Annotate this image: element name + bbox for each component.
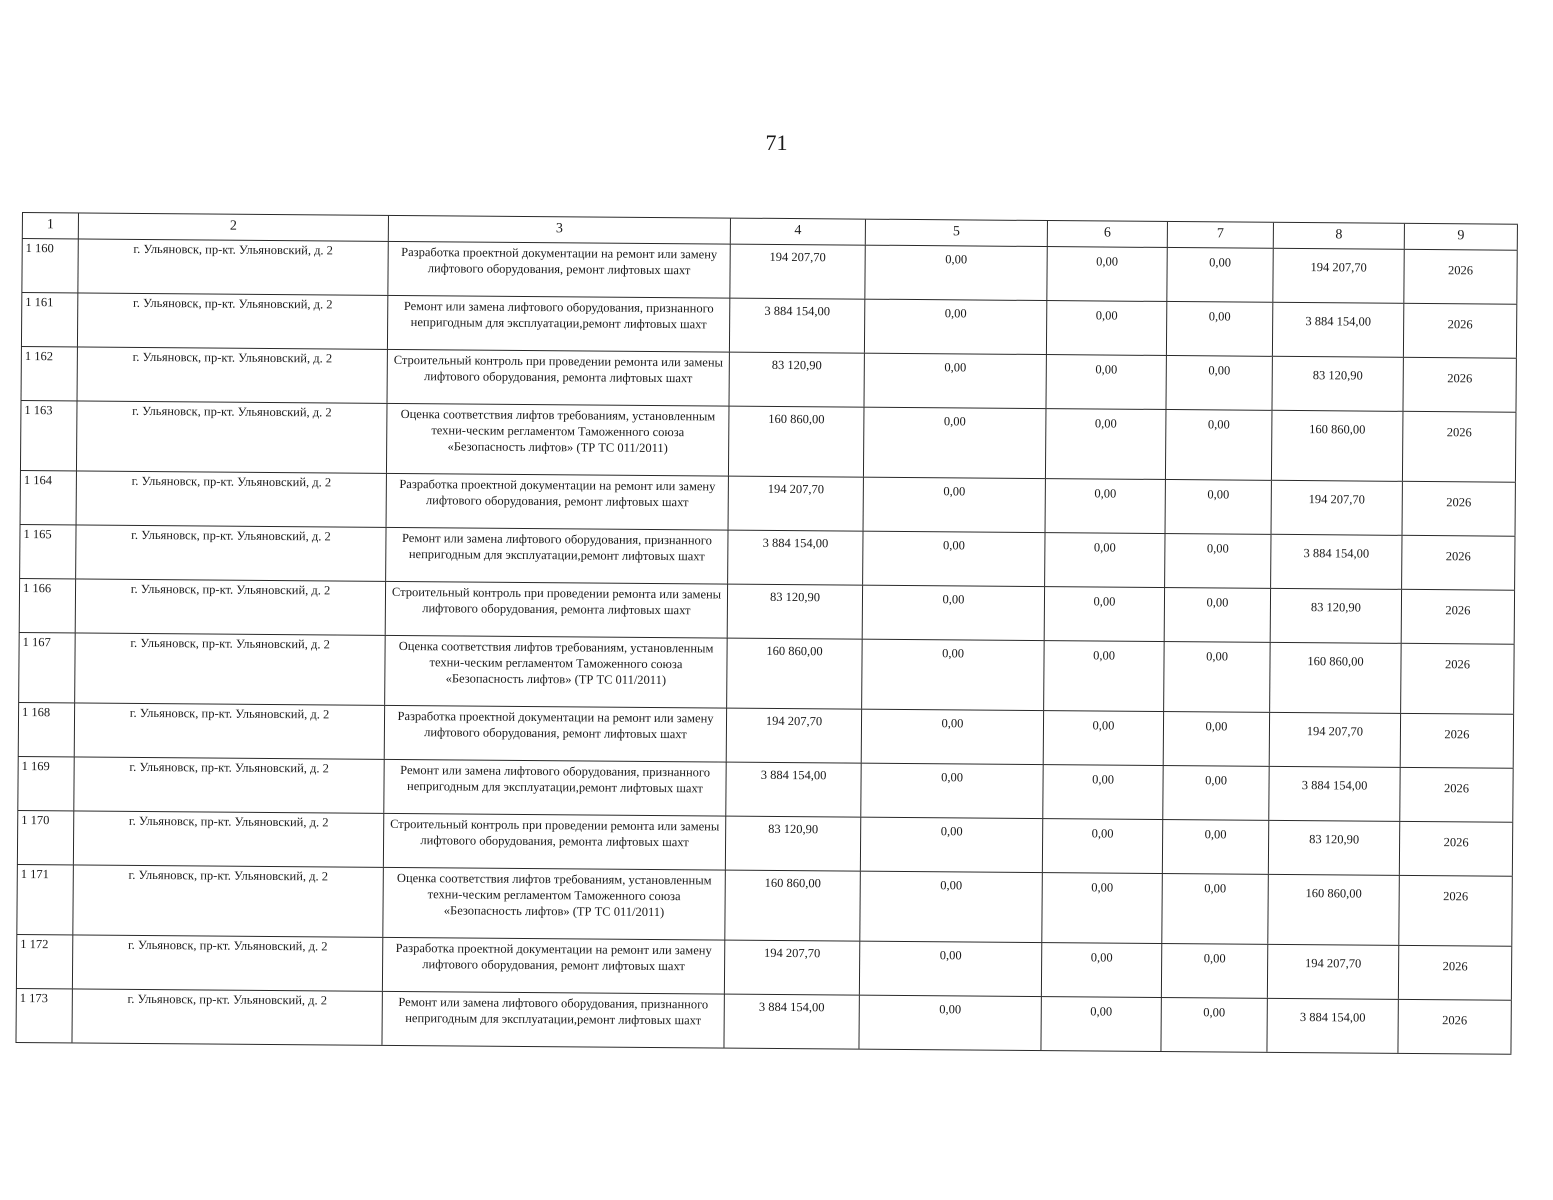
column-header-3: 3 bbox=[389, 216, 731, 244]
column-7-cell: 0,00 bbox=[1165, 588, 1271, 642]
column-7-cell: 0,00 bbox=[1162, 874, 1269, 944]
year-cell: 2026 bbox=[1401, 714, 1514, 768]
column-5-cell: 0,00 bbox=[862, 710, 1044, 764]
column-6-cell: 0,00 bbox=[1043, 819, 1163, 873]
total-cost-cell: 3 884 154,00 bbox=[730, 299, 865, 353]
address-cell: г. Ульяновск, пр-кт. Ульяновский, д. 2 bbox=[73, 865, 384, 936]
column-5-cell: 0,00 bbox=[860, 872, 1043, 942]
column-7-cell: 0,00 bbox=[1164, 712, 1270, 766]
column-5-cell: 0,00 bbox=[864, 478, 1046, 532]
column-header-6: 6 bbox=[1048, 221, 1168, 247]
column-5-cell: 0,00 bbox=[860, 942, 1042, 996]
table-row bbox=[18, 633, 1515, 715]
address-cell: г. Ульяновск, пр-кт. Ульяновский, д. 2 bbox=[77, 401, 388, 472]
row-number: 1 164 bbox=[20, 471, 77, 524]
total-cost-cell: 160 860,00 bbox=[729, 407, 865, 477]
column-6-cell: 0,00 bbox=[1044, 711, 1164, 765]
column-6-cell: 0,00 bbox=[1047, 247, 1167, 301]
column-5-cell: 0,00 bbox=[863, 586, 1045, 640]
work-type-cell: Разработка проектной документации на ремонт или замену лифтового оборудования, ремонт лифтовых шахт bbox=[383, 938, 725, 994]
column-5-cell: 0,00 bbox=[861, 764, 1043, 818]
column-7-cell: 0,00 bbox=[1161, 998, 1267, 1052]
column-8-cell: 83 120,90 bbox=[1271, 589, 1402, 643]
work-type-cell: Разработка проектной документации на ремонт или замену лифтового оборудования, ремонт лифтовых шахт bbox=[385, 706, 727, 762]
address-cell: г. Ульяновск, пр-кт. Ульяновский, д. 2 bbox=[75, 633, 386, 704]
total-cost-cell: 194 207,70 bbox=[727, 709, 862, 763]
column-6-cell: 0,00 bbox=[1044, 641, 1165, 711]
page-number: 71 bbox=[765, 130, 788, 155]
total-cost-cell: 194 207,70 bbox=[725, 941, 860, 995]
column-5-cell: 0,00 bbox=[864, 354, 1046, 408]
column-5-cell: 0,00 bbox=[862, 640, 1045, 710]
work-type-cell: Оценка соответствия лифтов требованиям, установленным техни-ческим регламентом Таможенного союза «Безопасность лифтов» (ТР ТС 011/2011) bbox=[387, 404, 730, 476]
column-5-cell: 0,00 bbox=[859, 996, 1041, 1050]
column-7-cell: 0,00 bbox=[1167, 248, 1273, 302]
column-6-cell: 0,00 bbox=[1046, 409, 1167, 479]
column-6-cell: 0,00 bbox=[1046, 355, 1166, 409]
work-type-cell: Ремонт или замена лифтового оборудования, признанного непригодным для эксплуатации,ремонт лифтовых шахт bbox=[384, 760, 726, 816]
year-cell: 2026 bbox=[1403, 358, 1516, 412]
total-cost-cell: 83 120,90 bbox=[728, 585, 863, 639]
column-header-2: 2 bbox=[79, 213, 389, 240]
address-cell: г. Ульяновск, пр-кт. Ульяновский, д. 2 bbox=[78, 347, 388, 402]
total-cost-cell: 83 120,90 bbox=[726, 817, 861, 871]
column-6-cell: 0,00 bbox=[1045, 533, 1165, 587]
column-8-cell: 194 207,70 bbox=[1272, 481, 1403, 535]
work-type-cell: Ремонт или замена лифтового оборудования, признанного непригодным для эксплуатации,ремонт лифтовых шахт bbox=[382, 992, 724, 1048]
column-7-cell: 0,00 bbox=[1163, 820, 1269, 874]
year-cell: 2026 bbox=[1399, 876, 1513, 946]
year-cell: 2026 bbox=[1402, 536, 1515, 590]
column-7-cell: 0,00 bbox=[1166, 480, 1272, 534]
column-5-cell: 0,00 bbox=[861, 818, 1043, 872]
row-number: 1 170 bbox=[17, 811, 74, 864]
column-7-cell: 0,00 bbox=[1167, 302, 1273, 356]
column-6-cell: 0,00 bbox=[1042, 943, 1162, 997]
address-cell: г. Ульяновск, пр-кт. Ульяновский, д. 2 bbox=[76, 525, 386, 580]
column-header-8: 8 bbox=[1274, 223, 1405, 249]
column-6-cell: 0,00 bbox=[1041, 997, 1161, 1051]
work-type-cell: Ремонт или замена лифтового оборудования, признанного непригодным для эксплуатации,ремонт лифтовых шахт bbox=[388, 296, 730, 352]
row-number: 1 161 bbox=[21, 293, 78, 346]
total-cost-cell: 160 860,00 bbox=[727, 639, 863, 709]
column-header-7: 7 bbox=[1168, 222, 1274, 248]
year-cell: 2026 bbox=[1404, 304, 1517, 358]
column-5-cell: 0,00 bbox=[864, 408, 1047, 478]
row-number: 1 169 bbox=[17, 757, 74, 810]
total-cost-cell: 3 884 154,00 bbox=[726, 763, 861, 817]
column-7-cell: 0,00 bbox=[1163, 766, 1269, 820]
column-8-cell: 3 884 154,00 bbox=[1271, 535, 1402, 589]
address-cell: г. Ульяновск, пр-кт. Ульяновский, д. 2 bbox=[77, 471, 387, 526]
column-5-cell: 0,00 bbox=[865, 246, 1047, 300]
year-cell: 2026 bbox=[1402, 590, 1515, 644]
total-cost-cell: 160 860,00 bbox=[725, 871, 861, 941]
year-cell: 2026 bbox=[1400, 768, 1513, 822]
column-5-cell: 0,00 bbox=[863, 532, 1045, 586]
work-type-cell: Оценка соответствия лифтов требованиям, установленным техни-ческим регламентом Таможенного союза «Безопасность лифтов» (ТР ТС 011/2011) bbox=[385, 636, 728, 708]
column-8-cell: 83 120,90 bbox=[1269, 821, 1400, 875]
row-number: 1 160 bbox=[21, 239, 78, 292]
table-row bbox=[15, 989, 1511, 1055]
address-cell: г. Ульяновск, пр-кт. Ульяновский, д. 2 bbox=[76, 579, 386, 634]
work-type-cell: Строительный контроль при проведении ремонта или замены лифтового оборудования, ремонта лифтовых шахт bbox=[384, 814, 726, 870]
table-row bbox=[16, 865, 1513, 947]
column-header-4: 4 bbox=[731, 219, 866, 245]
column-8-cell: 83 120,90 bbox=[1272, 357, 1403, 411]
year-cell: 2026 bbox=[1404, 250, 1517, 304]
column-header-5: 5 bbox=[866, 220, 1048, 246]
column-7-cell: 0,00 bbox=[1162, 944, 1268, 998]
column-8-cell: 160 860,00 bbox=[1272, 411, 1404, 481]
column-6-cell: 0,00 bbox=[1043, 765, 1163, 819]
column-8-cell: 160 860,00 bbox=[1270, 643, 1402, 713]
year-cell: 2026 bbox=[1399, 946, 1512, 1000]
column-7-cell: 0,00 bbox=[1166, 356, 1272, 410]
row-number: 1 163 bbox=[20, 401, 78, 470]
column-8-cell: 194 207,70 bbox=[1273, 249, 1404, 303]
total-cost-cell: 3 884 154,00 bbox=[728, 531, 863, 585]
address-cell: г. Ульяновск, пр-кт. Ульяновский, д. 2 bbox=[74, 757, 384, 812]
year-cell: 2026 bbox=[1403, 412, 1517, 482]
work-type-cell: Ремонт или замена лифтового оборудования, признанного непригодным для эксплуатации,ремонт лифтовых шахт bbox=[386, 528, 728, 584]
work-type-cell: Строительный контроль при проведении ремонта или замены лифтового оборудования, ремонта лифтовых шахт bbox=[388, 350, 730, 406]
column-8-cell: 3 884 154,00 bbox=[1267, 999, 1398, 1053]
column-8-cell: 194 207,70 bbox=[1268, 945, 1399, 999]
address-cell: г. Ульяновск, пр-кт. Ульяновский, д. 2 bbox=[78, 293, 388, 348]
column-6-cell: 0,00 bbox=[1046, 479, 1166, 533]
work-type-cell: Разработка проектной документации на ремонт или замену лифтового оборудования, ремонт лифтовых шахт bbox=[387, 474, 729, 530]
year-cell: 2026 bbox=[1401, 644, 1515, 714]
work-type-cell: Строительный контроль при проведении ремонта или замены лифтового оборудования, ремонта лифтовых шахт bbox=[386, 582, 728, 638]
column-5-cell: 0,00 bbox=[865, 300, 1047, 354]
work-type-cell: Оценка соответствия лифтов требованиям, установленным техни-ческим регламентом Таможенного союза «Безопасность лифтов» (ТР ТС 011/2011) bbox=[383, 868, 726, 940]
year-cell: 2026 bbox=[1398, 1000, 1511, 1054]
column-header-9: 9 bbox=[1405, 224, 1518, 250]
row-number: 1 165 bbox=[19, 525, 76, 578]
repair-schedule-table bbox=[15, 212, 1517, 1055]
total-cost-cell: 3 884 154,00 bbox=[724, 995, 859, 1049]
address-cell: г. Ульяновск, пр-кт. Ульяновский, д. 2 bbox=[78, 239, 388, 294]
column-header-1: 1 bbox=[22, 213, 79, 238]
row-number: 1 172 bbox=[16, 935, 73, 988]
address-cell: г. Ульяновск, пр-кт. Ульяновский, д. 2 bbox=[73, 935, 383, 990]
column-8-cell: 194 207,70 bbox=[1270, 713, 1401, 767]
column-6-cell: 0,00 bbox=[1042, 873, 1163, 943]
row-number: 1 173 bbox=[15, 989, 72, 1042]
total-cost-cell: 83 120,90 bbox=[730, 353, 865, 407]
year-cell: 2026 bbox=[1400, 822, 1513, 876]
address-cell: г. Ульяновск, пр-кт. Ульяновский, д. 2 bbox=[72, 989, 382, 1044]
column-7-cell: 0,00 bbox=[1165, 534, 1271, 588]
address-cell: г. Ульяновск, пр-кт. Ульяновский, д. 2 bbox=[74, 811, 384, 866]
row-number: 1 167 bbox=[18, 633, 76, 702]
work-type-cell: Разработка проектной документации на ремонт или замену лифтового оборудования, ремонт лифтовых шахт bbox=[388, 242, 730, 298]
total-cost-cell: 194 207,70 bbox=[730, 245, 865, 299]
table-row bbox=[20, 401, 1517, 483]
column-8-cell: 3 884 154,00 bbox=[1273, 303, 1404, 357]
address-cell: г. Ульяновск, пр-кт. Ульяновский, д. 2 bbox=[75, 703, 385, 758]
column-8-cell: 160 860,00 bbox=[1268, 875, 1400, 945]
column-6-cell: 0,00 bbox=[1047, 301, 1167, 355]
column-7-cell: 0,00 bbox=[1164, 642, 1271, 712]
row-number: 1 168 bbox=[18, 703, 75, 756]
row-number: 1 171 bbox=[16, 865, 74, 934]
column-8-cell: 3 884 154,00 bbox=[1269, 767, 1400, 821]
row-number: 1 162 bbox=[21, 347, 78, 400]
column-7-cell: 0,00 bbox=[1166, 410, 1273, 480]
year-cell: 2026 bbox=[1403, 482, 1516, 536]
column-6-cell: 0,00 bbox=[1045, 587, 1165, 641]
row-number: 1 166 bbox=[19, 579, 76, 632]
total-cost-cell: 194 207,70 bbox=[729, 477, 864, 531]
